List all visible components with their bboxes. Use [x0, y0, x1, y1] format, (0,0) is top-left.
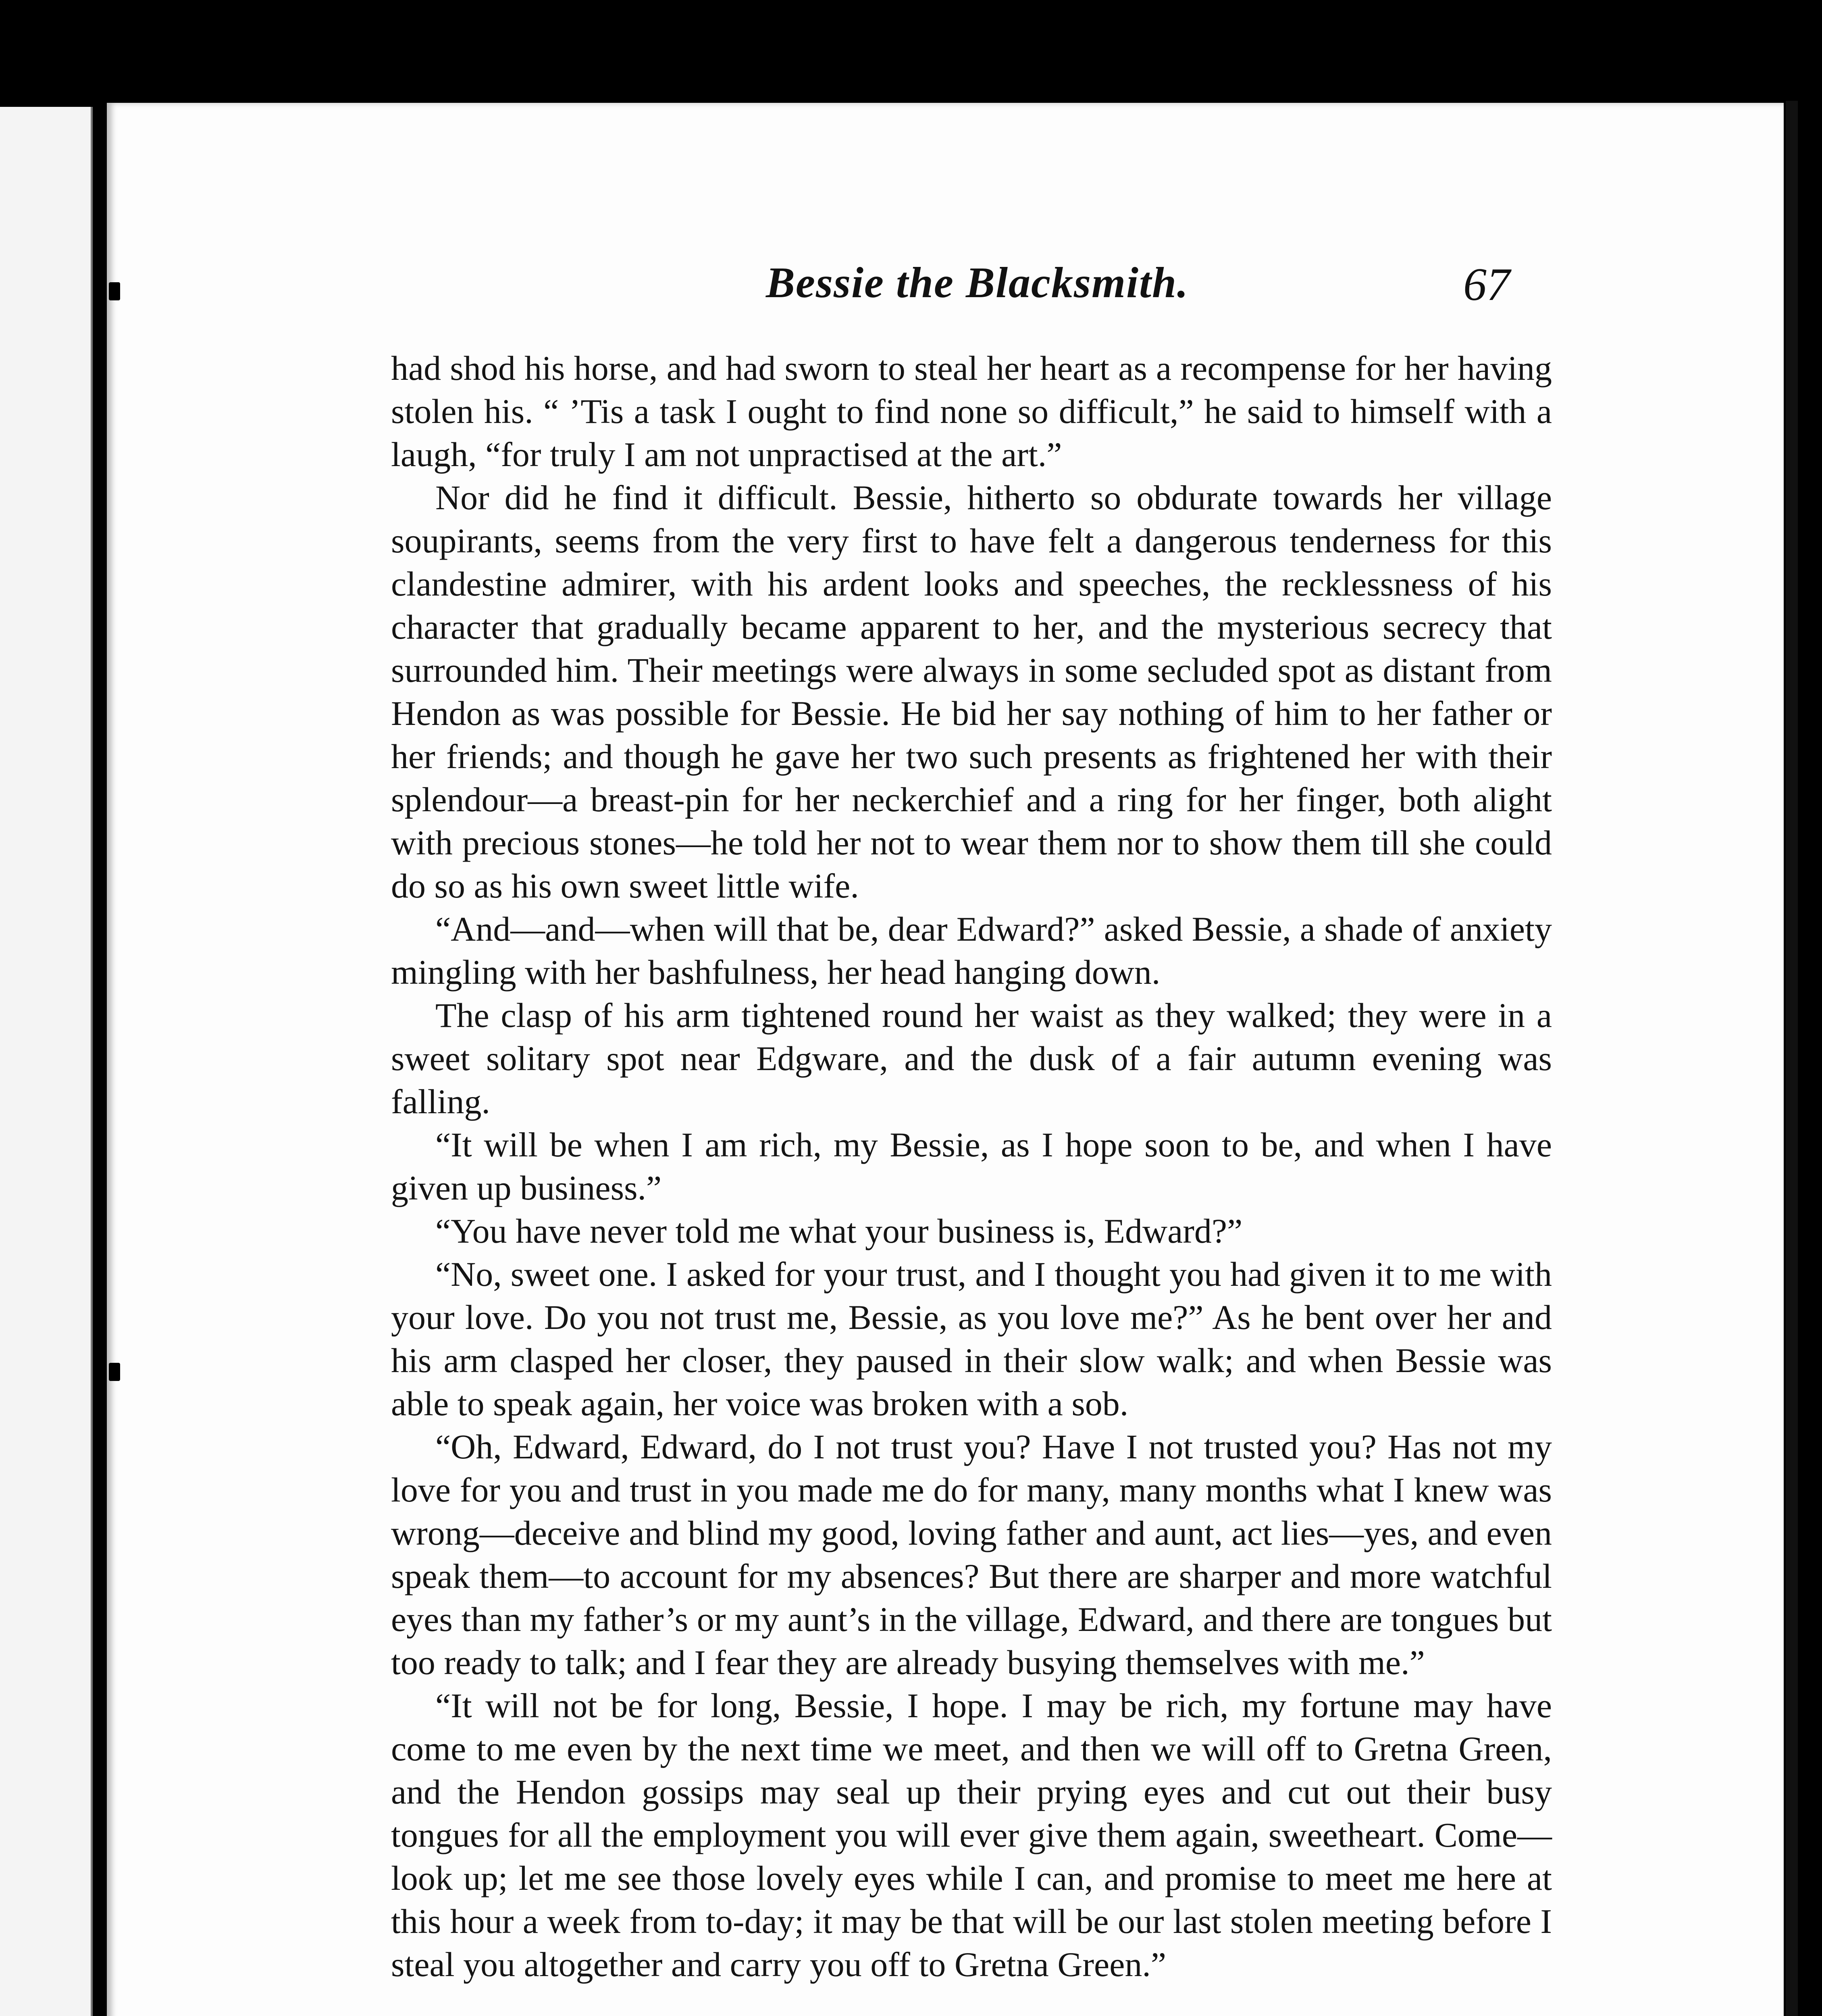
running-title: Bessie the Blacksmith. — [766, 259, 1189, 307]
binding-mark — [109, 1363, 120, 1381]
page-number: 67 — [1463, 259, 1510, 310]
paragraph: “Oh, Edward, Edward, do I not trust you? Have I not trusted you? Has not my love for you and trust in you made me do for many, many months what I knew was wrong—deceive and blind my good, loving father and aunt, act lies—yes, and even speak them—to account for my absences? But there are sharper and more watchful eyes than my father’s or my aunt’s in the village, Edward, and there are tongues but too ready to talk; and I fear they are already busying themselves with me.” — [391, 1427, 1552, 1682]
paragraph: “No, sweet one. I asked for your trust, and I thought you had given it to me with your love. Do you not trust me, Bessie, as you love me?” As he bent over her and his arm clasped her closer, they paused in their slow walk; and when Bessie was able to speak again, her voice was broken with a sob. — [391, 1255, 1552, 1423]
paragraph: “And—and—when will that be, dear Edward?” asked Bessie, a shade of anxiety mingling with her bashfulness, her head hanging down. — [391, 910, 1552, 991]
paragraph: had shod his horse, and had sworn to steal her heart as a recompense for her having stolen his. “ ’Tis a task I ought to find none so difficult,” he said to himself with a laugh, “for truly I am not unpractised at the art.” — [391, 349, 1552, 474]
paragraph: “It will be when I am rich, my Bessie, as I hope soon to be, and when I have given up business.” — [391, 1125, 1552, 1207]
paragraph: The clasp of his arm tightened round her waist as they walked; they were in a sweet solitary spot near Edgware, and the dusk of a fair autumn evening was falling. — [391, 996, 1552, 1121]
paragraph: “You have never told me what your business is, Edward?” — [435, 1212, 1243, 1250]
previous-page-edge — [0, 107, 93, 2016]
paragraph: Nor did he find it difficult. Bessie, hitherto so obdurate towards her village soupirants, seems from the very first to have felt a dangerous tenderness for this clandestine admirer, with his ardent looks and speeches, the recklessness of his character that gradually became apparent to her, and the mysterious secrecy that surrounded him. Their meetings were always in some secluded spot as distant from Hendon as was possible for Bessie. He bid her say nothing of him to her father or her friends; and though he gave her two such presents as frightened her with their splendour—a breast-pin for her neckerchief and a ring for her finger, both alight with precious stones—he told her not to wear them nor to show them till she could do so as his own sweet little wife. — [391, 478, 1552, 905]
page-shadow-edge — [1786, 101, 1798, 2016]
paragraph: “It will not be for long, Bessie, I hope. I may be rich, my fortune may have come to me even by the next time we meet, and then we will off to Gretna Green, and the Hendon gossips may seal up their prying eyes and cut out their busy tongues for all the employment you will ever give them again, sweetheart. Come—look up; let me see those lovely eyes while I can, and promise to meet me here at this hour a week from to-day; it may be that will be our last stolen meeting before I steal you altogether and carry you off to Gretna Green.” — [391, 1686, 1552, 1984]
binding-mark — [109, 282, 120, 300]
body-text — [391, 347, 1552, 1986]
